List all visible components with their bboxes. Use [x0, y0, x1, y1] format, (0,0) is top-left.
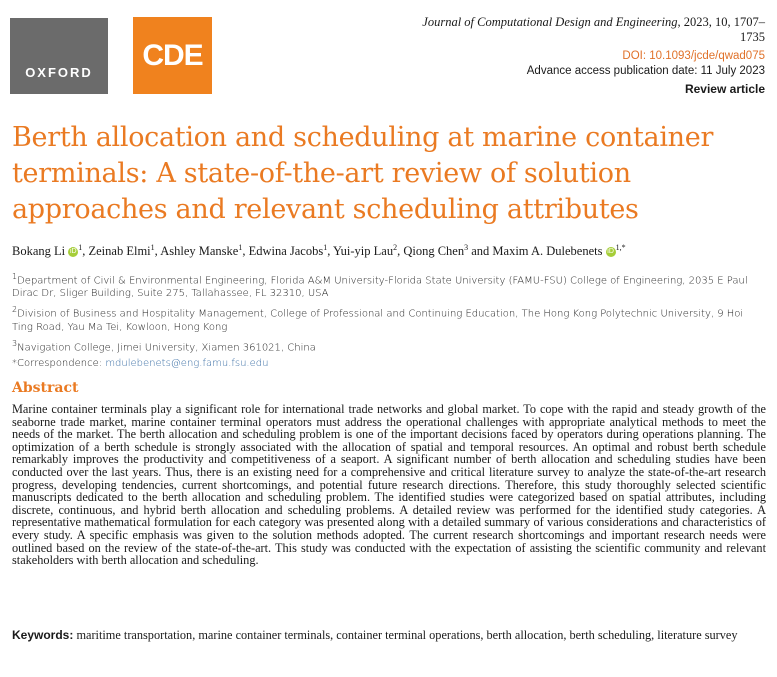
- orcid-icon[interactable]: iD: [69, 248, 77, 256]
- keywords-text: maritime transportation, marine container terminals, container terminal operations, berth allocation, berth scheduling, literature survey: [76, 628, 738, 642]
- author-name: Zeinab Elmi: [88, 244, 151, 259]
- cde-logo: CDE: [133, 17, 212, 94]
- affiliations: [12, 270, 767, 373]
- orcid-icon[interactable]: iD: [607, 248, 614, 256]
- keywords-label: Keywords:: [12, 628, 74, 642]
- keywords: [12, 629, 766, 643]
- author-affiliation-marker: 1: [78, 243, 83, 252]
- author-name: Maxim A. Dulebenets: [492, 244, 603, 259]
- author-name: Edwina Jacobs: [248, 244, 324, 259]
- author-name: Ashley Manske: [160, 244, 239, 259]
- abstract-text: Marine container terminals play a significant role for international trade networks and global market. To cope with the rapid and steady growth of the seaborne trade market, marine container terminal operators must address the operational challenges with appropriate analytical methods to meet the needs of the market. The berth allocation and scheduling problem is one of the important decisions faced by operators during operations planning. The optimization of a berth schedule is strongly associated with the allocation of spatial and temporal resources. An optimal and robust berth schedule remarkably improves the productivity and competitiveness of a seaport. A significant number of berth allocation and scheduling studies have been conducted over the last years. Thus, there is an existing need for a comprehensive and critical literature survey to analyze the state-of-the-art research progress, developing tendencies, current shortcomings, and potential future research directions. Therefore, this study thoroughly selected scientific manuscripts dedicated to the berth allocation and scheduling problem. The identified studies were categorized based on spatial attributes, including discrete, continuous, and hybrid berth allocation and scheduling problems. A detailed review was performed for the identified study categories. A representative mathematical formulation for each category was presented along with a detailed summary of various considerations and characteristics of every study. A specific emphasis was given to the solution methods adopted. The current research shortcomings and important research needs were outlined based on the review of the state-of-the-art. This study was conducted with the expectation of assisting the scientific community and relevant stakeholders with berth allocation and scheduling.: [12, 402, 766, 568]
- author-name: Qiong Chen: [403, 244, 465, 259]
- abstract-heading: Abstract: [12, 380, 79, 396]
- oxford-logo: OXFORD: [10, 18, 108, 94]
- author-affiliation-marker: 3: [464, 243, 469, 252]
- article-meta: [405, 15, 765, 97]
- journal-citation: Journal of Computational Design and Engineering, 2023, 10, 1707–1735: [422, 15, 765, 44]
- author-affiliation-marker: 1: [323, 243, 328, 252]
- author-affiliation-marker: 1: [238, 243, 243, 252]
- affiliation-2: $^2$Division of Business and Hospitality Management, College of Professional and Continuing Education, The Hong Kong Polytechnic University, 9 Hoi Ting Road, Yau Ma Tei, Kowloon, Hong Kong: [12, 305, 744, 333]
- correspondence-email[interactable]: mdulebenets@eng.famu.fsu.edu: [105, 357, 269, 369]
- affiliation-1: $^1$Department of Civil & Environmental Engineering, Florida A&M University-Florida State University (FAMU-FSU) College of Engineering, 2035 E Paul Dirac Dr, Sliger Building, Suite 275, Tallahassee, FL 32310, USA: [12, 272, 748, 300]
- doi-link[interactable]: DOI: 10.1093/jcde/qwad075: [622, 50, 765, 62]
- affiliation-3: $^3$Navigation College, Jimei University, Xiamen 361021, China: [12, 338, 316, 353]
- correspondence: *Correspondence: mdulebenets@eng.famu.fsu.edu: [12, 357, 269, 369]
- access-date: Advance access publication date: 11 July 2023: [526, 65, 765, 77]
- author-affiliation-marker: 1: [150, 243, 155, 252]
- author-name: Bokang Li: [12, 244, 66, 259]
- article-type: Review article: [684, 82, 765, 96]
- author-list: Bokang Li iD $^1$, Zeinab Elmi$^1$, Ashley Manske$^1$, Edwina Jacobs$^1$, Yui-yip Lau$^2$, Qiong Chen$^3$ and Maxim A. Dulebenets iD $^{1,*}$: [12, 243, 626, 259]
- author-affiliation-marker: 1,*: [615, 243, 626, 252]
- author-name: Yui-yip Lau: [333, 244, 394, 259]
- article-title: Berth allocation and scheduling at marine container terminals: A state-of-the-art review of solution approaches and relevant scheduling attributes: [12, 122, 714, 225]
- author-affiliation-marker: 2: [393, 243, 398, 252]
